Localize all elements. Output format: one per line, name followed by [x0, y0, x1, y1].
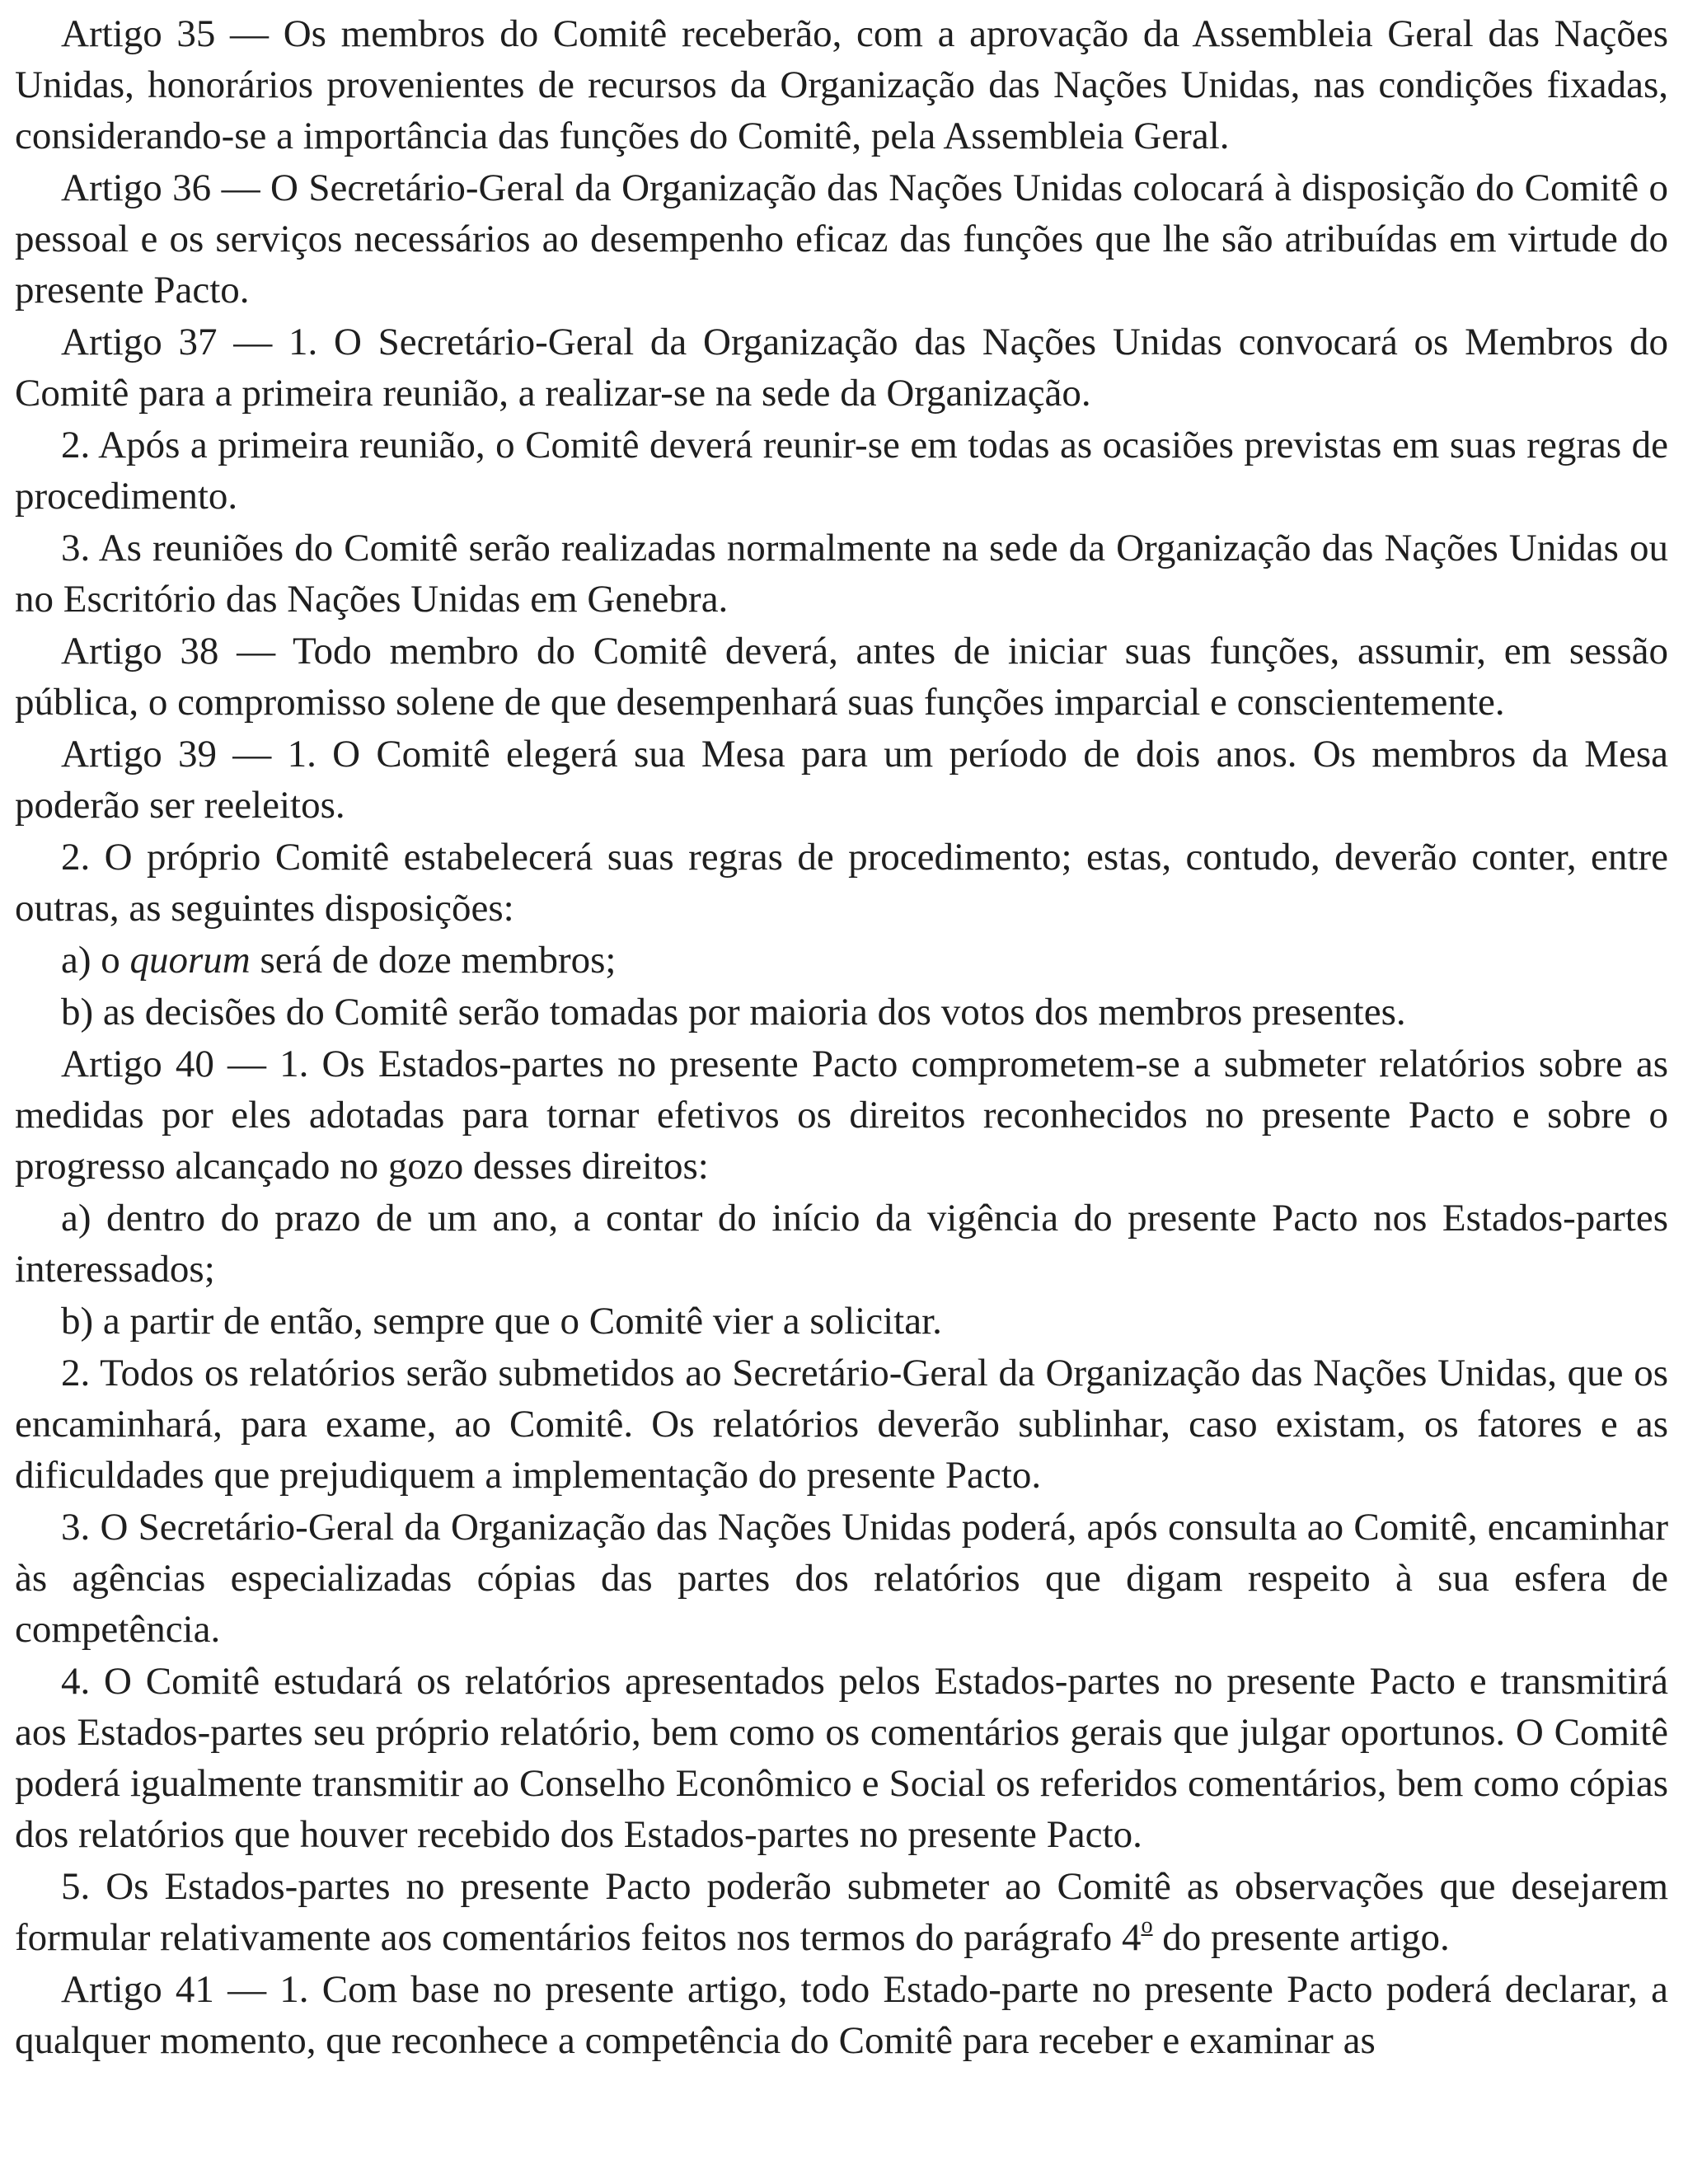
paragraph-artigo-40-item-1a: [15, 1193, 1668, 1295]
paragraph-artigo-39-item-2: [15, 832, 1668, 934]
paragraph-text: Artigo 41 — 1. Com base no presente artigo, todo Estado-parte no presente Pacto poderá declarar, a qualquer momento, que reconhece a competência do Comitê para receber e examinar as: [15, 1968, 1668, 2062]
paragraph-text: b) a partir de então, sempre que o Comitê vier a solicitar.: [61, 1300, 942, 1343]
paragraph-text: 3. O Secretário-Geral da Organização das Nações Unidas poderá, após consulta ao Comitê, encaminhar às agências especializadas cópias das partes dos relatórios que digam respeito à sua esfera de competência.: [15, 1506, 1668, 1651]
paragraph-suffix: do presente artigo.: [1152, 1916, 1450, 1959]
paragraph-text: 4. O Comitê estudará os relatórios apresentados pelos Estados-partes no presente Pacto e transmitirá aos Estados-partes seu próprio relatório, bem como os comentários gerais que julgar oportunos. O Comitê poderá igualmente transmitir ao Conselho Econômico e Social os referidos comentários, bem como cópias dos relatórios que houver recebido dos Estados-partes no presente Pacto.: [15, 1660, 1668, 1856]
paragraph-artigo-39-item-1: [15, 729, 1668, 831]
paragraph-artigo-35: [15, 8, 1668, 162]
paragraph-text: Artigo 38 — Todo membro do Comitê deverá, antes de iniciar suas funções, assumir, em sessão pública, o compromisso solene de que desempenhará suas funções imparcial e conscientemente.: [15, 630, 1668, 724]
paragraph-artigo-39-item-2b: [15, 987, 1668, 1038]
quorum-term: quorum: [129, 939, 251, 982]
paragraph-text: 2. Após a primeira reunião, o Comitê deverá reunir-se em todas as ocasiões previstas em suas regras de procedimento.: [15, 424, 1668, 518]
paragraph-artigo-40-item-1: [15, 1038, 1668, 1192]
paragraph-suffix: será de doze membros;: [250, 939, 617, 982]
paragraph-artigo-40-item-4: [15, 1656, 1668, 1860]
paragraph-artigo-40-item-5: [15, 1861, 1668, 1963]
paragraph-artigo-40-item-3: [15, 1502, 1668, 1655]
paragraph-text: Artigo 36 — O Secretário-Geral da Organização das Nações Unidas colocará à disposição do Comitê o pessoal e os serviços necessários ao desempenho eficaz das funções que lhe são atribuídas em virtude do presente Pacto.: [15, 166, 1668, 312]
paragraph-artigo-41-item-1: [15, 1964, 1668, 2066]
paragraph-artigo-40-item-2: [15, 1347, 1668, 1501]
paragraph-text: b) as decisões do Comitê serão tomadas por maioria dos votos dos membros presentes.: [61, 991, 1406, 1033]
paragraph-text: 3. As reuniões do Comitê serão realizadas normalmente na sede da Organização das Nações Unidas ou no Escritório das Nações Unidas em Genebra.: [15, 527, 1668, 621]
paragraph-text: a) dentro do prazo de um ano, a contar do início da vigência do presente Pacto nos Estados-partes interessados;: [15, 1197, 1668, 1291]
paragraph-text: Artigo 39 — 1. O Comitê elegerá sua Mesa para um período de dois anos. Os membros da Mesa poderão ser reeleitos.: [15, 733, 1668, 827]
paragraph-artigo-37-item-1: [15, 316, 1668, 419]
paragraph-artigo-37-item-2: [15, 419, 1668, 522]
paragraph-prefix: 5. Os Estados-partes no presente Pacto poderão submeter ao Comitê as observações que desejarem formular relativamente aos comentários feitos nos termos do parágrafo 4: [15, 1865, 1668, 1959]
paragraph-text: Artigo 35 — Os membros do Comitê receberão, com a aprovação da Assembleia Geral das Nações Unidas, honorários provenientes de recursos da Organização das Nações Unidas, nas condições fixadas, considerando-se a importância das funções do Comitê, pela Assembleia Geral.: [15, 12, 1668, 157]
paragraph-artigo-38: [15, 626, 1668, 728]
paragraph-text: Artigo 40 — 1. Os Estados-partes no presente Pacto comprometem-se a submeter relatórios sobre as medidas por eles adotadas para tornar efetivos os direitos reconhecidos no presente Pacto e sobre o progresso alcançado no gozo desses direitos:: [15, 1043, 1668, 1188]
paragraph-artigo-36: [15, 162, 1668, 316]
paragraph-text: 2. Todos os relatórios serão submetidos ao Secretário-Geral da Organização das Nações Unidas, que os encaminhará, para exame, ao Comitê. Os relatórios deverão sublinhar, caso existam, os fatores e as dificuldades que prejudiquem a implementação do presente Pacto.: [15, 1352, 1668, 1497]
paragraph-artigo-40-item-1b: [15, 1296, 1668, 1347]
ordinal-indicator: o: [1141, 1912, 1153, 1938]
paragraph-prefix: a) o: [61, 939, 130, 982]
paragraph-text: 2. O próprio Comitê estabelecerá suas regras de procedimento; estas, contudo, deverão conter, entre outras, as seguintes disposições:: [15, 836, 1668, 930]
paragraph-artigo-37-item-3: [15, 523, 1668, 625]
paragraph-artigo-39-item-2a: [15, 935, 1668, 986]
paragraph-text: Artigo 37 — 1. O Secretário-Geral da Organização das Nações Unidas convocará os Membros do Comitê para a primeira reunião, a realizar-se na sede da Organização.: [15, 321, 1668, 415]
